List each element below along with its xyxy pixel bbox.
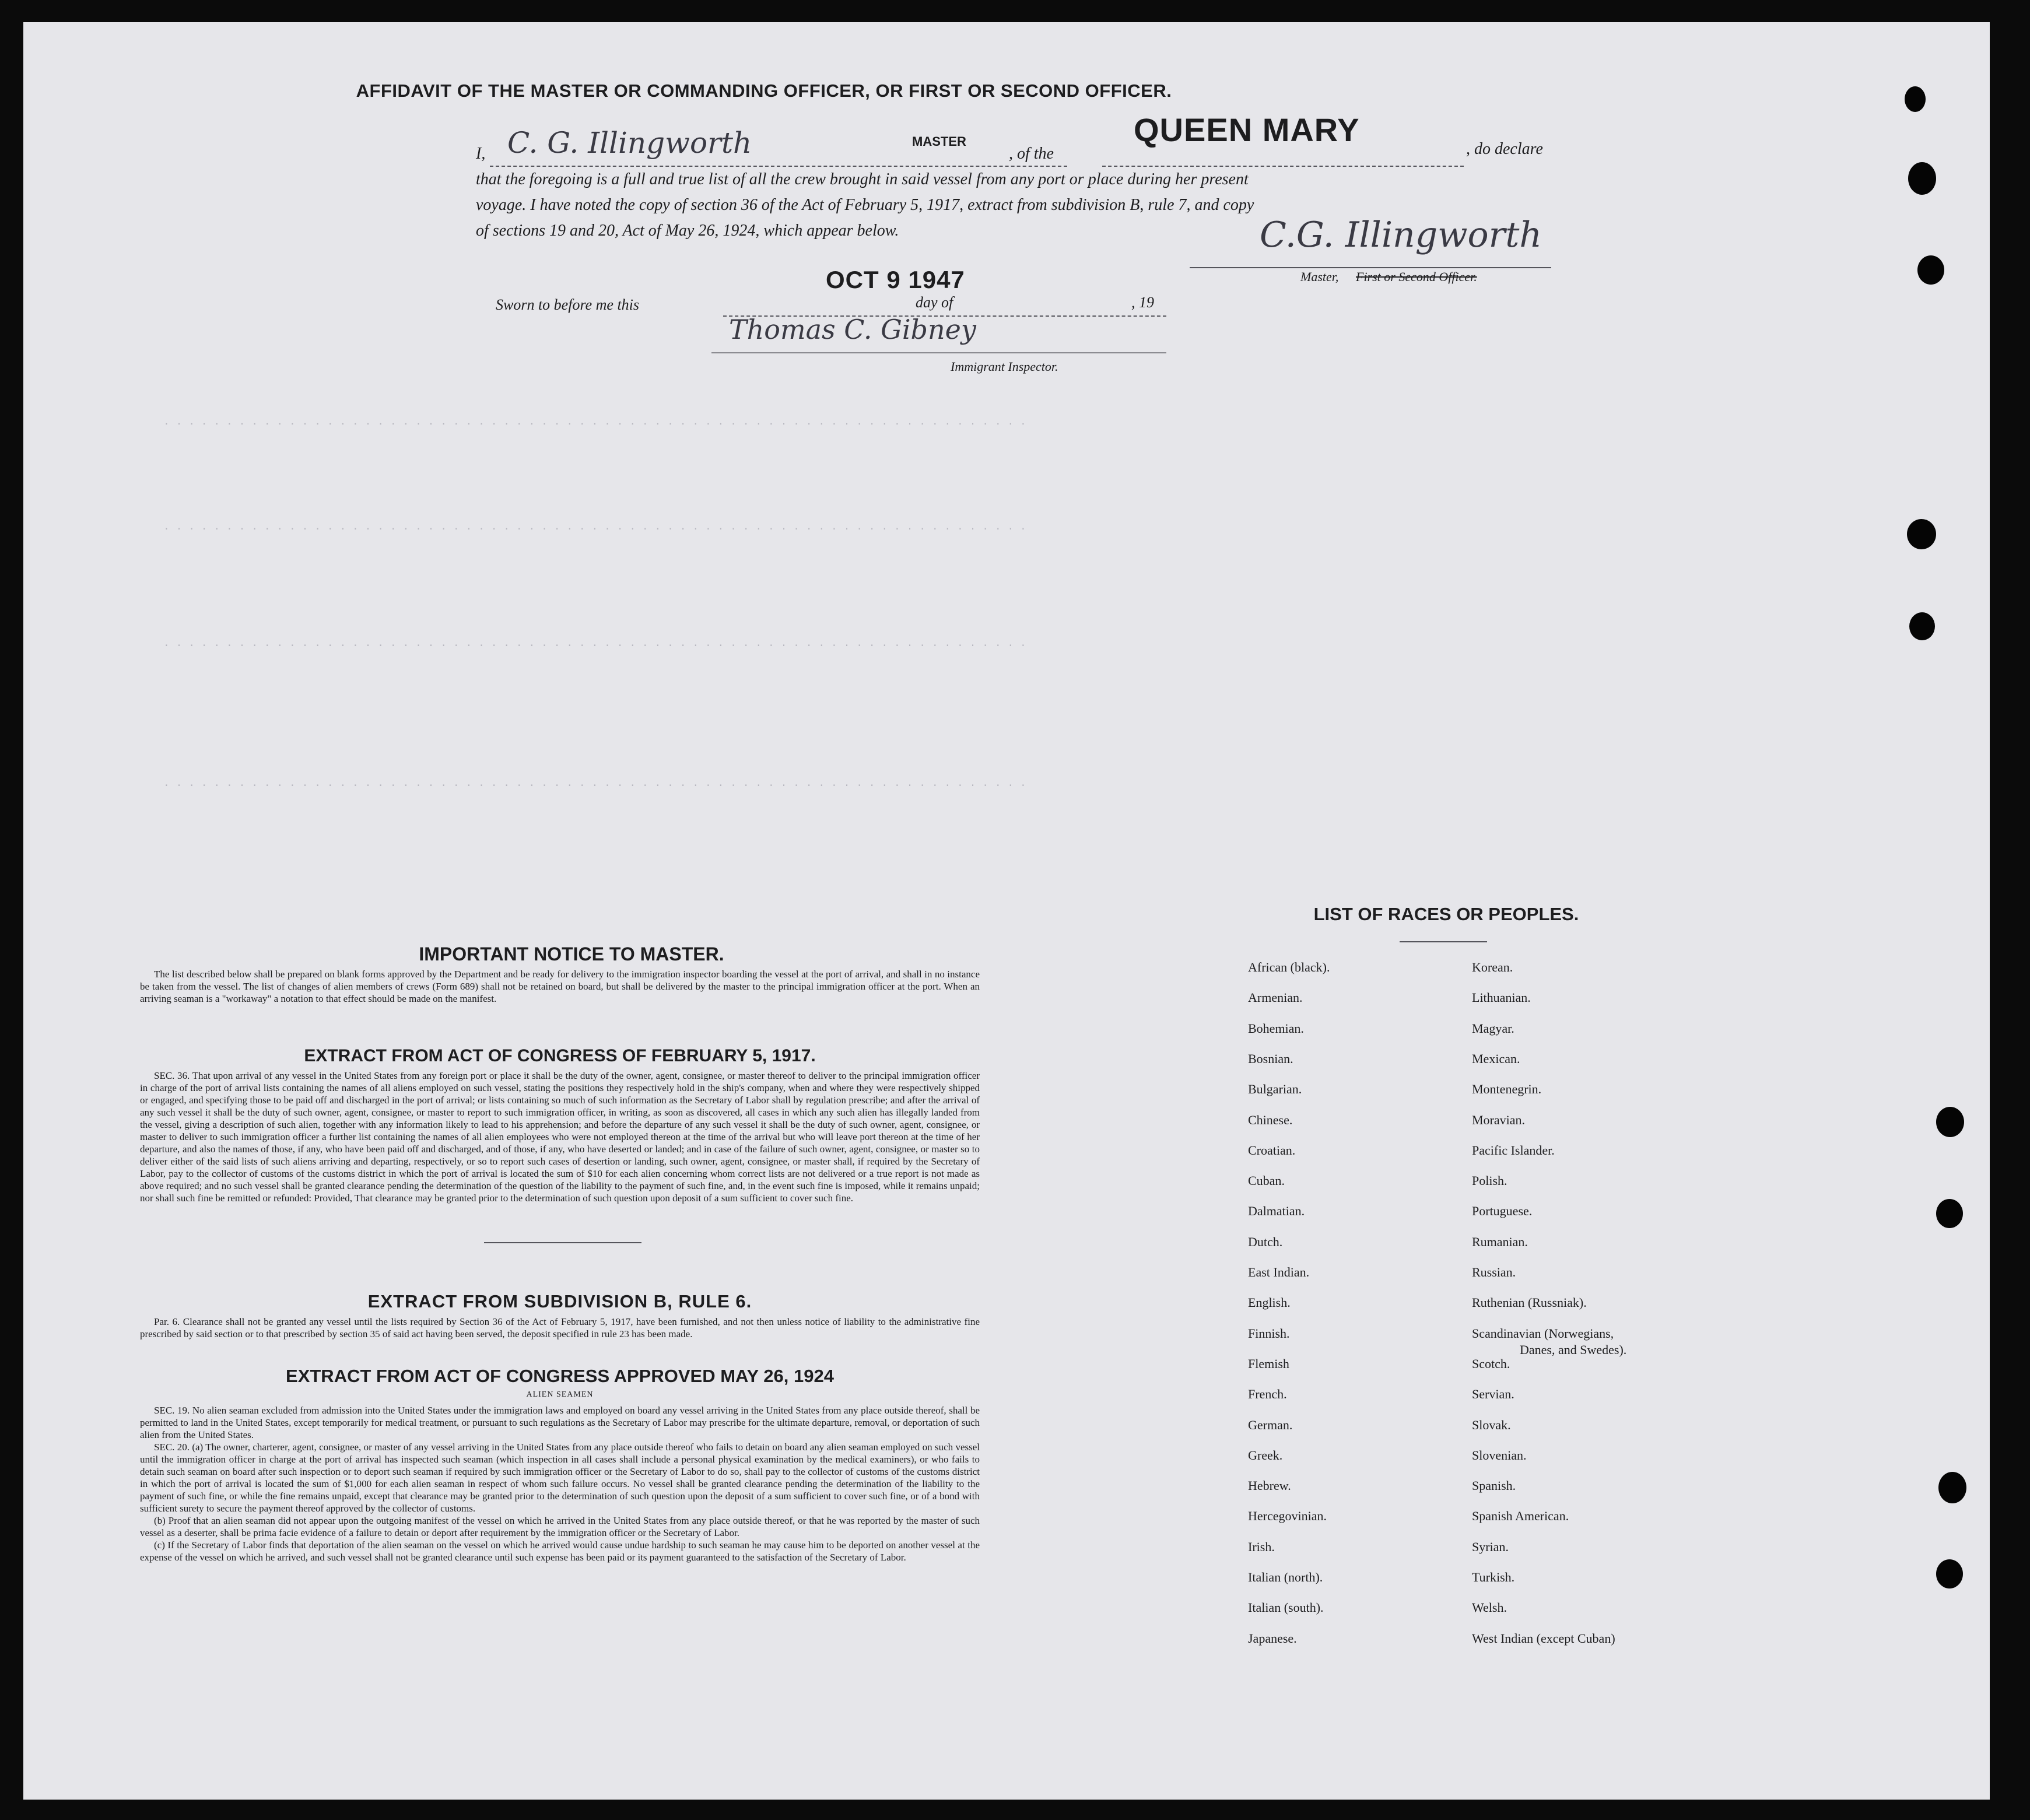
race-item: Moravian. [1472,1112,1526,1127]
master-label: Master, [1300,269,1339,284]
punch-hole [1905,86,1926,112]
extract-1924-body [140,1404,980,1563]
race-item: Croatian. [1248,1142,1296,1158]
extract-1924-title: EXTRACT FROM ACT OF CONGRESS APPROVED MAY 26, 1924 [286,1366,834,1386]
race-item: Armenian. [1248,990,1303,1005]
race-item: Korean. [1472,960,1513,974]
race-item: Dalmatian. [1248,1204,1305,1219]
race-item: African (black). [1248,960,1330,974]
extract-1924-subtitle: ALIEN SEAMEN [526,1390,594,1399]
affidavit-title: AFFIDAVIT OF THE MASTER OR COMMANDING OFFICER, OR FIRST OR SECOND OFFICER. [356,80,1172,101]
punch-hole [1936,1107,1964,1137]
signature-line [1190,267,1551,268]
race-item: Lithuanian. [1472,990,1531,1005]
race-item: Bosnian. [1248,1051,1293,1066]
race-item: Italian (south). [1248,1600,1324,1615]
race-item: Spanish American. [1472,1509,1569,1524]
punch-hole [1909,612,1935,640]
race-item: French. [1248,1387,1287,1402]
race-item: Chinese. [1248,1112,1293,1127]
bleed-through-text: · · · · · · · · · · · · · · · · · · · · · · · · · · · · · · · · · · · · · · · · · · · · · · · · · · · · · · · · · · · · · · · · · · · · · [163,640,1026,652]
race-item: Flemish [1248,1356,1289,1371]
race-item: Polish. [1472,1173,1507,1188]
race-item: Cuban. [1248,1173,1285,1188]
race-item: Montenegrin. [1472,1082,1542,1097]
section-20c-text: (c) If the Secretary of Labor finds that deportation of the alien seaman on the vessel on which he arrived would cause undue hardship to such seaman he may cause him to be deported on another vessel at the expense of the vessel on which he arrived, and such vessel shall not be granted clearance until such expense has been paid or its payment guaranteed to the satisfaction of the Secretary of Labor. [140,1540,980,1563]
vessel-name: QUEEN MARY [1134,111,1360,148]
declaration-line-3: voyage. I have noted the copy of section 36 of the Act of February 5, 1917, extract from subdivision B, rule 7, and copy [476,196,1254,214]
rule-6-title: EXTRACT FROM SUBDIVISION B, RULE 6. [367,1291,752,1311]
race-item: Irish. [1248,1539,1275,1554]
do-declare-label: , do declare [1466,140,1543,158]
punch-hole [1917,255,1944,285]
race-item: West Indian (except Cuban) [1472,1630,1615,1646]
race-item: Pacific Islander. [1472,1142,1555,1158]
race-item: Japanese. [1248,1630,1297,1646]
punch-hole [1908,162,1936,195]
year-prefix: , 19 [1131,294,1154,311]
sworn-label: Sworn to before me this [496,296,640,313]
race-item: Ruthenian (Russniak). [1472,1295,1587,1310]
race-item: Russian. [1472,1265,1516,1279]
rule-6-body: Par. 6. Clearance shall not be granted any vessel until the lists required by Section 36 of the Act of February 5, 1917, have been furnished, and not then unless notice of liability to the administrative fine prescribed by said section or to that prescribed by section 35 of said act having been served, the deposit specified in rule 23 has been made. [140,1316,980,1339]
extract-1917-body: SEC. 36. That upon arrival of any vessel in the United States from any foreign port or place it shall be the duty of the owner, agent, consignee, or master thereof to deliver to the principal immigration officer in charge of the port of arrival lists containing the names of all aliens employed on such vessel, stating the positions they respectively hold in the ship's company, when and where they were respectively shipped or engaged, and specifying those to be paid off and discharged in the port of arrival; or lists containing so much of such information as the Secretary of Labor shall by regulation prescribe; and after the arrival of any such vessel it shall be the duty of such owner, agent, consignee, or master to report to such immigration officer, in writing, as soon as discovered, all cases in which any such alien has illegally landed from the vessel, giving a description of such alien, together with any information likely to lead to his apprehension; and before the departure of any such vessel it shall be the duty of such owner, agent, consignee, or master to deliver to such immigration officer a further list containing the names of all alien employees who were not employed thereon at the time of the arrival but who will leave port thereon at the time of her departure, and also the names of those, if any, who have been paid off and discharged, and of those, if any, who have deserted or landed; and in case of the failure of such owner, agent, consignee, or master so to deliver either of the said lists of such aliens arriving and departing, respectively, or so to report such cases of desertion or landing, such owner, agent, consignee, or master shall, if required by the Secretary of Labor, pay to the collector of customs of the customs district in which the port of arrival is located the sum of $10 for each alien concerning whom correct lists are not delivered or a true report is not made as above required; and no such vessel shall be granted clearance pending the determination of the question of the liability to the payment of such fine, and, in the event such fine is imposed, while it remains unpaid; nor shall such fine be remitted or refunded: Provided, That clearance may be granted prior to the determination of such question upon deposit of a sum sufficient to cover such fine. [140,1070,980,1204]
race-item: Magyar. [1472,1021,1514,1036]
bleed-through-text: · · · · · · · · · · · · · · · · · · · · · · · · · · · · · · · · · · · · · · · · · · · · · · · · · · · · · · · · · · · · · · · · · · · · · [163,419,1026,430]
declaration-line-4: of sections 19 and 20, Act of May 26, 1924, which appear below. [476,222,899,240]
inspector-line [711,352,1166,353]
race-item: Dutch. [1248,1234,1283,1249]
race-item-continuation: Danes, and Swedes). [1520,1342,1627,1357]
race-item: Hercegovinian. [1248,1509,1327,1524]
race-item: Bohemian. [1248,1021,1304,1036]
races-title: LIST OF RACES OR PEOPLES. [1313,904,1579,924]
race-item: Scandinavian (Norwegians, [1472,1325,1614,1341]
section-divider [484,1242,641,1243]
bleed-through-text: · · · · · · · · · · · · · · · · · · · · · · · · · · · · · · · · · · · · · · · · · · · · · · · · · · · · · · · · · · · · · · · · · · · · · [163,780,1026,792]
declaration-line-2: that the foregoing is a full and true list of all the crew brought in said vessel from any port or place during her present [476,170,1249,188]
section-20b-text: (b) Proof that an alien seaman did not appear upon the outgoing manifest of the vessel on which he arrived in the United States from any place outside thereof, or that he was reported by the master of such vessel as a deserter, shall be prima facie evidence of a failure to detain or deport after requirement by the immigration officer or the Secretary of Labor. [140,1515,980,1538]
of-the-label: , of the [1009,145,1054,163]
race-item: Turkish. [1472,1570,1515,1584]
punch-hole [1936,1559,1963,1588]
bleed-through-text: · · · · · · · · · · · · · · · · · · · · · · · · · · · · · · · · · · · · · · · · · · · · · · · · · · · · · · · · · · · · · · · · · · · · · [163,524,1026,535]
inspector-signature: Thomas C. Gibney [729,314,976,345]
race-item: Greek. [1248,1447,1283,1463]
day-of-label: day of [916,294,953,311]
race-item: Finnish. [1248,1325,1290,1341]
extract-1917-title: EXTRACT FROM ACT OF CONGRESS OF FEBRUARY 5, 1917. [304,1046,816,1065]
race-item: Hebrew. [1248,1478,1291,1493]
race-item: English. [1248,1295,1291,1310]
section-20a-text: SEC. 20. (a) The owner, charterer, agent, consignee, or master of any vessel arriving in the United States from any place outside thereof who fails to detain on board any alien seaman employed on such vessel until the immigration officer in charge at the port of arrival has inspected such seaman (which inspection in all cases shall include a personal physical examination by the medical examiners), or who fails to detain such seaman on board after such inspection or to deport such seaman if required by such immigration officer or the Secretary of Labor to do so, shall pay to the collector of customs of the customs district in which the port of arrival is located the sum of $1,000 for each alien seaman in respect of whom such failure occurs. No vessel shall be granted clearance pending the determination of the liability to the payment of such fine, or while the fine remains unpaid, except that clearance may be granted prior to the determination of such question upon the deposit of a sum sufficient to cover such fine, or of a bond with sufficient surety to secure the payment thereof approved by the collector of customs. [140,1442,980,1514]
punch-hole [1936,1199,1963,1228]
race-item: Syrian. [1472,1539,1509,1554]
race-item: Portuguese. [1472,1204,1533,1219]
master-name-handwritten: C. G. Illingworth [507,126,752,160]
race-item: East Indian. [1248,1265,1310,1279]
document-page [23,22,1990,1800]
race-item: Slovenian. [1472,1447,1527,1463]
race-item: Welsh. [1472,1600,1507,1615]
race-item: Slovak. [1472,1417,1511,1432]
section-19-text: SEC. 19. No alien seaman excluded from admission into the United States under the immigration laws and employed on board any vessel arriving in the United States from any place outside thereof, shall be permitted to land in the United States, except temporarily for medical treatment, or pursuant to such regulations as the Secretary of Labor may prescribe for the ultimate departure, removal, or deportation of such alien from the United States. [140,1405,980,1440]
punch-hole [1938,1472,1966,1503]
race-item: Mexican. [1472,1051,1520,1066]
master-stamp: MASTER [912,134,966,149]
race-item: Servian. [1472,1387,1514,1402]
race-item: Italian (north). [1248,1570,1323,1584]
notice-title: IMPORTANT NOTICE TO MASTER. [419,944,724,965]
race-item: Spanish. [1472,1478,1516,1493]
race-item: Scotch. [1472,1356,1510,1371]
master-signature: C.G. Illingworth [1260,215,1542,255]
officer-struck-label: First or Second Officer. [1356,269,1477,284]
date-stamp: OCT 9 1947 [826,266,965,293]
notice-body: The list described below shall be prepared on blank forms approved by the Department and be ready for delivery to the immigration inspector boarding the vessel at the port of arrival, and shall in no instance be taken from the vessel. The list of changes of alien members of crews (Form 689) shall not be retained on board, but shall be delivered by the master to the principal immigration officer at the port. When an arriving seaman is a "workaway" a notation to that effect should be made on the manifest. [140,969,980,1004]
races-title-underline [1400,941,1487,942]
punch-hole [1907,519,1936,549]
race-item: Bulgarian. [1248,1082,1302,1097]
race-item: Rumanian. [1472,1234,1528,1249]
race-item: German. [1248,1417,1293,1432]
inspector-label: Immigrant Inspector. [951,359,1058,374]
i-label: I, [476,145,486,163]
